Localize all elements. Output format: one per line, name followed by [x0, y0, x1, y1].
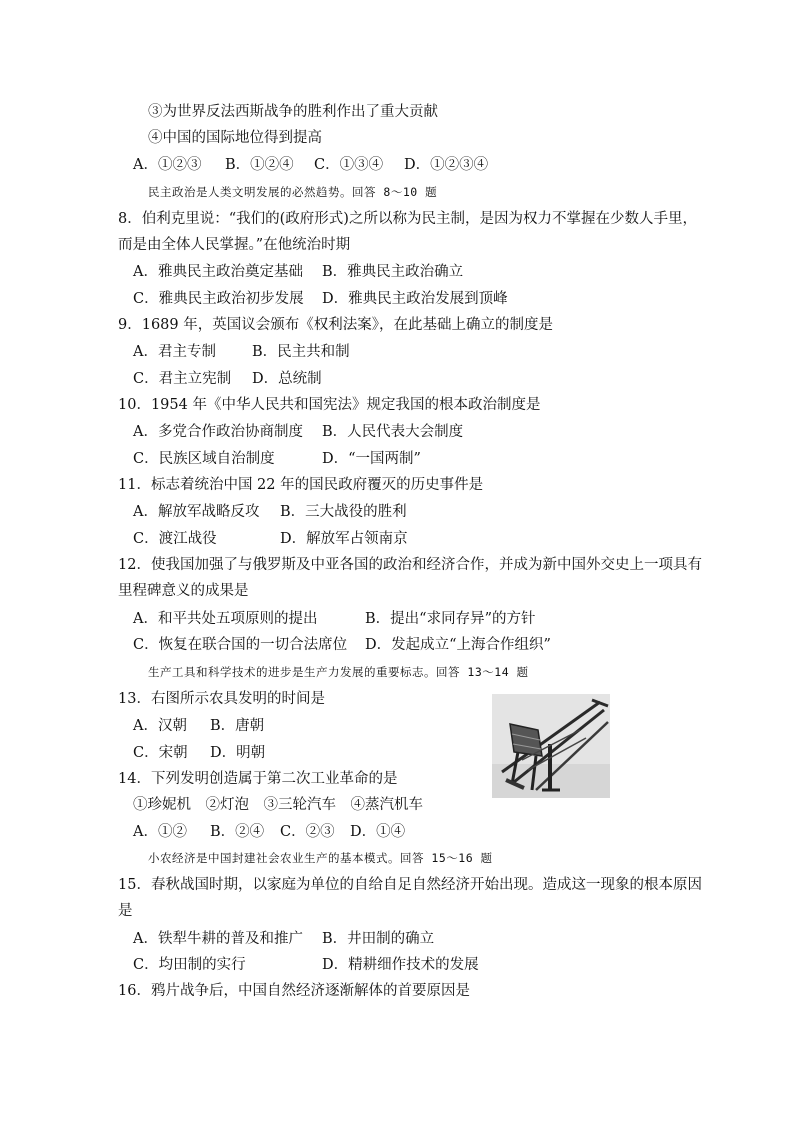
q9-stem: 9．1689 年，英国议会颁布《权利法案》，在此基础上确立的制度是 [118, 317, 553, 333]
q7-option-b: B．①②④ [225, 157, 294, 173]
q15-option-c: C．均田制的实行 [133, 957, 246, 973]
q9-option-c: C．君主立宪制 [133, 371, 232, 387]
section-caption-8-10: 民主政治是人类文明发展的必然趋势。回答 8～10 题 [148, 185, 438, 199]
q7-option-a: A．①②③ [133, 157, 202, 173]
q10-option-a: A．多党合作政治协商制度 [133, 424, 303, 440]
q14-option-d: D．①④ [350, 824, 406, 840]
q7-option-c: C．①③④ [314, 157, 384, 173]
q15-option-a: A．铁犁牛耕的普及和推广 [133, 931, 303, 947]
q12-option-b: B．提出“求同存异”的方针 [365, 611, 536, 627]
q8-option-b: B．雅典民主政治确立 [322, 264, 464, 280]
q15-stem-line2: 是 [118, 903, 133, 919]
q13-option-a: A．汉朝 [133, 718, 187, 734]
q15-option-b: B．井田制的确立 [322, 931, 435, 947]
q11-option-b: B．三大战役的胜利 [280, 504, 407, 520]
seed-drill-illustration [492, 694, 610, 798]
section-caption-15-16: 小农经济是中国封建社会农业生产的基本模式。回答 15～16 题 [148, 851, 493, 865]
q10-option-b: B．人民代表大会制度 [322, 424, 464, 440]
q10-option-c: C．民族区域自治制度 [133, 451, 275, 467]
q11-option-a: A．解放军战略反攻 [133, 504, 260, 520]
q10-option-d: D．“一国两制” [322, 451, 421, 467]
q8-option-c: C．雅典民主政治初步发展 [133, 291, 304, 307]
q12-option-a: A．和平共处五项原则的提出 [133, 611, 318, 627]
q13-option-b: B．唐朝 [210, 718, 265, 734]
q13-option-d: D．明朝 [210, 745, 266, 761]
q13-stem: 13．右图所示农具发明的时间是 [118, 691, 325, 707]
q14-option-a: A．①② [133, 824, 187, 840]
q7-option-d: D．①②③④ [404, 157, 489, 173]
farming-tool-image [492, 694, 610, 798]
q12-option-c: C．恢复在联合国的一切合法席位 [133, 637, 348, 653]
section-caption-13-14: 生产工具和科学技术的进步是生产力发展的重要标志。回答 13～14 题 [148, 665, 529, 679]
q13-option-c: C．宋朝 [133, 745, 188, 761]
q7-statement-3: ③为世界反法西斯战争的胜利作出了重大贡献 [148, 104, 438, 120]
q10-stem: 10．1954 年《中华人民共和国宪法》规定我国的根本政治制度是 [118, 397, 541, 413]
q16-stem: 16．鸦片战争后，中国自然经济逐渐解体的首要原因是 [118, 983, 470, 999]
q14-items: ①珍妮机 ②灯泡 ③三轮汽车 ④蒸汽机车 [133, 797, 423, 813]
q14-option-c: C．②③ [280, 824, 335, 840]
q9-option-a: A．君主专制 [133, 344, 216, 360]
q9-option-b: B．民主共和制 [252, 344, 350, 360]
q11-stem: 11．标志着统治中国 22 年的国民政府覆灭的历史事件是 [118, 477, 484, 493]
q8-stem-line1: 8．伯利克里说：“我们的(政府形式)之所以称为民主制，是因为权力不掌握在少数人手里， [118, 211, 697, 227]
q12-stem-line2: 里程碑意义的成果是 [118, 583, 249, 599]
q12-option-d: D．发起成立“上海合作组织” [365, 637, 551, 653]
q14-option-b: B．②④ [210, 824, 265, 840]
q15-option-d: D．精耕细作技术的发展 [322, 957, 479, 973]
q9-option-d: D．总统制 [252, 371, 322, 387]
q15-stem-line1: 15．春秋战国时期，以家庭为单位的自给自足自然经济开始出现。造成这一现象的根本原因 [118, 877, 702, 893]
q11-option-d: D．解放军占领南京 [280, 531, 408, 547]
q8-stem-line2: 而是由全体人民掌握。”在他统治时期 [118, 237, 351, 253]
q11-option-c: C．渡江战役 [133, 531, 217, 547]
q8-option-d: D．雅典民主政治发展到顶峰 [322, 291, 508, 307]
q8-option-a: A．雅典民主政治奠定基础 [133, 264, 303, 280]
q14-stem: 14．下列发明创造属于第二次工业革命的是 [118, 771, 398, 787]
q12-stem-line1: 12．使我国加强了与俄罗斯及中亚各国的政治和经济合作，并成为新中国外交史上一项具有 [118, 557, 702, 573]
q7-statement-4: ④中国的国际地位得到提高 [148, 130, 322, 146]
